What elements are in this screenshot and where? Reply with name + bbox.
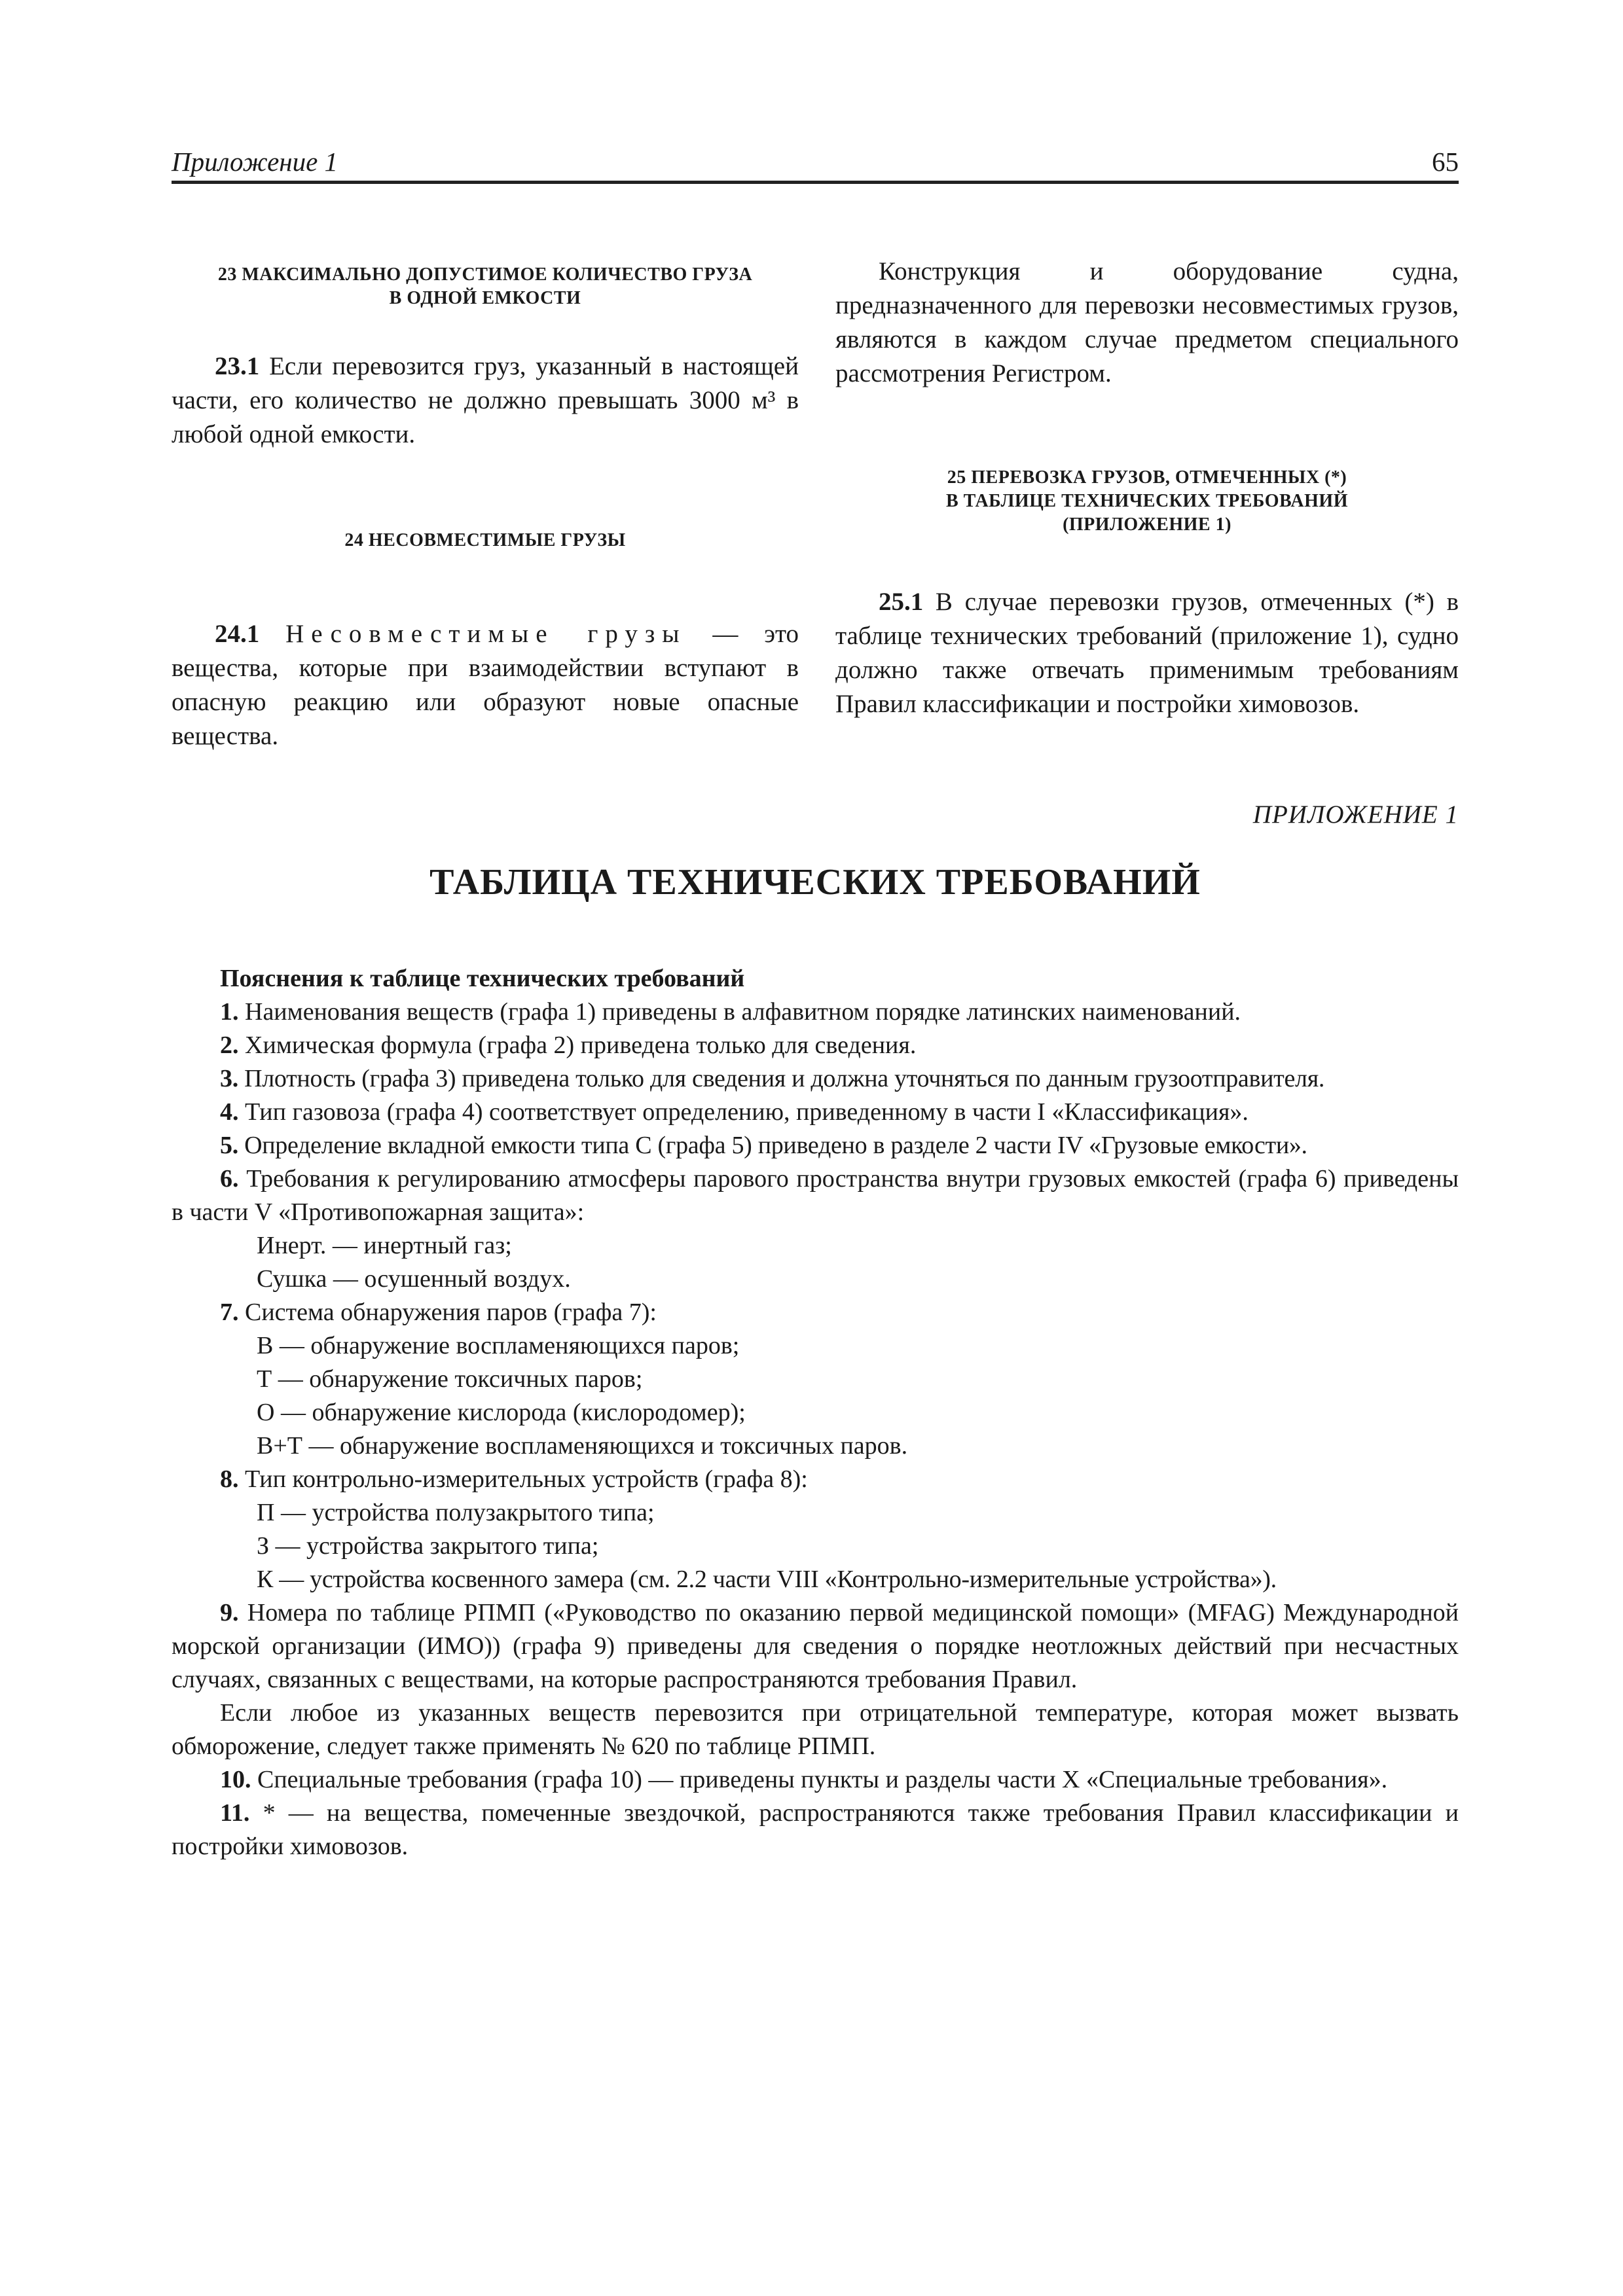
note-1-text: Наименования веществ (графа 1) приведены в алфавитном порядке латинских наименований. [238,998,1241,1026]
note-11-text: * — на вещества, помеченные звездочкой, распространяются также требования Правил классификации и постройки химовозов. [172,1799,1459,1860]
note-1 [172,996,1459,1029]
note-6-item-b: Сушка — осушенный воздух. [257,1265,571,1293]
paragraph-24-1-number: 24.1 [215,620,260,648]
note-10-text: Специальные требования (графа 10) — приведены пункты и разделы части X «Специальные требования». [251,1766,1388,1793]
paragraph-construction [835,255,1459,391]
paragraph-24-1 [172,617,799,753]
paragraph-construction-text: Конструкция и оборудование судна, предназначенного для перевозки несовместимых грузов, являются в каждом случае предметом специального рассмотрения Регистром. [835,257,1459,387]
note-6-text: Требования к регулированию атмосферы парового пространства внутри грузовых емкостей (графа 6) приведены в части V «Противопожарная защита»: [172,1165,1459,1226]
appendix-label: ПРИЛОЖЕНИЕ 1 [1252,800,1459,829]
note-4 [172,1096,1459,1129]
paragraph-23-1 [172,350,799,452]
paragraph-23-1-text: Если перевозится груз, указанный в настоящей части, его количество не должно превышать 3000 м³ в любой одной емкости. [172,352,799,448]
note-5 [172,1129,1459,1162]
note-6 [172,1162,1459,1229]
section-25-title-line-2: В ТАБЛИЦЕ ТЕХНИЧЕСКИХ ТРЕБОВАНИЙ [946,491,1348,511]
notes-heading: Пояснения к таблице технических требований [220,965,745,992]
paragraph-24-1-text: — это вещества, которые при взаимодействии вступают в опасную реакцию или образуют новые опасные вещества. [172,620,799,750]
section-24-title-line: 24 НЕСОВМЕСТИМЫЕ ГРУЗЫ [344,530,626,550]
note-3-number: 3. [220,1065,238,1092]
section-23-title-line-1: 23 МАКСИМАЛЬНО ДОПУСТИМОЕ КОЛИЧЕСТВО ГРУЗА [217,264,753,285]
note-4-number: 4. [220,1098,239,1126]
note-5-number: 5. [220,1132,238,1159]
note-11 [172,1797,1459,1863]
note-2 [172,1029,1459,1062]
note-9 [172,1596,1459,1696]
note-8-item-b: З — устройства закрытого типа; [257,1532,599,1560]
note-9-text: Номера по таблице РПМП («Руководство по оказанию первой медицинской помощи» (MFAG) Международной морской организации (ИМО)) (графа 9) приведены для сведения о порядке неотложных действий при несчастных случаях, связанных с веществами, на которые распространяются требования Правил. [172,1599,1459,1693]
header-section-label: Приложение 1 [172,147,338,177]
note-8-text: Тип контрольно-измерительных устройств (графа 8): [238,1465,808,1493]
paragraph-25-1 [835,585,1459,721]
paragraph-25-1-text: В случае перевозки грузов, отмеченных (*) в таблице технических требований (приложение 1), судно должно также отвечать применимым требованиям Правил классификации и постройки химовозов. [835,588,1459,718]
paragraph-23-1-number: 23.1 [215,352,260,380]
note-8-number: 8. [220,1465,239,1493]
note-8-item-a: П — устройства полузакрытого типа; [257,1499,655,1526]
notes-block [172,962,1459,1863]
note-2-number: 2. [220,1031,239,1059]
note-11-number: 11. [220,1799,250,1827]
note-1-number: 1. [220,998,239,1026]
note-7-item-b: Т — обнаружение токсичных паров; [257,1365,643,1393]
running-header [172,143,1459,184]
note-7-item-c: О — обнаружение кислорода (кислородомер); [257,1399,746,1426]
section-23-title-line-2: В ОДНОЙ ЕМКОСТИ [389,288,581,308]
note-3 [172,1062,1459,1096]
note-9-extra: Если любое из указанных веществ перевозится при отрицательной температуре, которая может вызвать обморожение, следует также применять № 620 по таблице РПМП. [172,1699,1459,1760]
main-title: ТАБЛИЦА ТЕХНИЧЕСКИХ ТРЕБОВАНИЙ [429,862,1201,903]
note-7-text: Система обнаружения паров (графа 7): [238,1299,657,1326]
note-5-text: Определение вкладной емкости типа С (графа 5) приведено в разделе 2 части IV «Грузовые емкости». [238,1132,1307,1159]
page-number: 65 [1432,147,1459,177]
note-7 [172,1296,1459,1329]
note-10-number: 10. [220,1766,251,1793]
note-9-number: 9. [220,1599,239,1626]
note-10 [172,1763,1459,1797]
note-6-item-a: Инерт. — инертный газ; [257,1232,512,1259]
note-3-text: Плотность (графа 3) приведена только для сведения и должна уточняться по данным грузоотправителя. [238,1065,1325,1092]
section-25-title-line-1: 25 ПЕРЕВОЗКА ГРУЗОВ, ОТМЕЧЕННЫХ (*) [947,467,1347,488]
note-8-item-c: К — устройства косвенного замера (см. 2.2 части VIII «Контрольно-измерительные устройства»). [257,1566,1277,1593]
section-25-title [835,466,1459,537]
note-7-number: 7. [220,1299,239,1326]
note-7-item-d: В+Т — обнаружение воспламеняющихся и токсичных паров. [257,1432,908,1460]
note-6-number: 6. [220,1165,239,1193]
section-23-title [172,263,799,310]
paragraph-25-1-number: 25.1 [879,588,924,616]
note-2-text: Химическая формула (графа 2) приведена только для сведения. [238,1031,917,1059]
section-24-title [172,529,799,552]
note-8 [172,1463,1459,1496]
note-7-item-a: В — обнаружение воспламеняющихся паров; [257,1332,740,1359]
section-25-title-line-3: (ПРИЛОЖЕНИЕ 1) [1063,514,1231,535]
paragraph-24-1-term: Несовместимые грузы [285,620,687,648]
note-4-text: Тип газовоза (графа 4) соответствует определению, приведенному в части I «Классификация». [238,1098,1249,1126]
